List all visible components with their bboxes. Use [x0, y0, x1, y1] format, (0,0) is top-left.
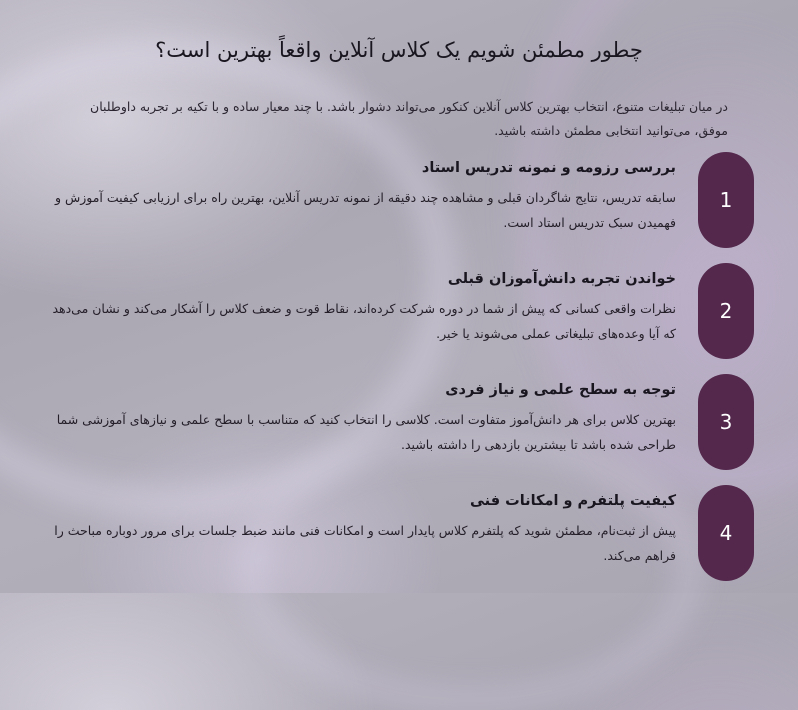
step-title: بررسی رزومه و نمونه تدریس استاد: [421, 160, 676, 176]
step-number-badge: 2: [698, 263, 754, 359]
step-item-4: [34, 485, 754, 581]
step-description: بهترین کلاس برای هر دانش‌آموز متفاوت است. کلاسی را انتخاب کنید که متناسب با سطح علمی و نیازهای آموزشی شما طراحی شده باشد تا بیشترین بازدهی را داشته باشید.: [56, 412, 676, 452]
step-title: توجه به سطح علمی و نیاز فردی: [445, 382, 676, 398]
step-title: کیفیت پلتفرم و امکانات فنی: [470, 493, 676, 509]
page-title: چطور مطمئن شویم یک کلاس آنلاین واقعاً بهترین است؟: [155, 38, 643, 62]
step-item-2: [34, 263, 754, 359]
step-number-badge: 4: [698, 485, 754, 581]
step-item-3: [34, 374, 754, 470]
step-description: نظرات واقعی کسانی که پیش از شما در دوره شرکت کرده‌اند، نقاط قوت و ضعف کلاس را آشکار می‌کند و نشان می‌دهد که آیا وعده‌های تبلیغاتی عملی می‌شوند یا خیر.: [52, 301, 676, 341]
step-item-1: [34, 152, 754, 248]
step-description: پیش از ثبت‌نام، مطمئن شوید که پلتفرم کلاس پایدار است و امکانات فنی مانند ضبط جلسات برای مرور دوباره مباحث را فراهم می‌کند.: [54, 523, 676, 563]
step-number-badge: 1: [698, 152, 754, 248]
step-title: خواندن تجربه دانش‌آموزان قبلی: [447, 271, 676, 287]
intro-paragraph: در میان تبلیغات متنوع، انتخاب بهترین کلاس آنلاین کنکور می‌تواند دشوار باشد. با چند معیار ساده و با تکیه بر تجربه داوطلبان موفق، می‌توانید انتخابی مطمئن داشته باشید.: [90, 99, 728, 138]
step-number-badge: 3: [698, 374, 754, 470]
step-description: سابقه تدریس، نتایج شاگردان قبلی و مشاهده چند دقیقه از نمونه تدریس آنلاین، بهترین راه برای ارزیابی کیفیت آموزش و فهمیدن سبک تدریس استاد است.: [54, 190, 676, 230]
